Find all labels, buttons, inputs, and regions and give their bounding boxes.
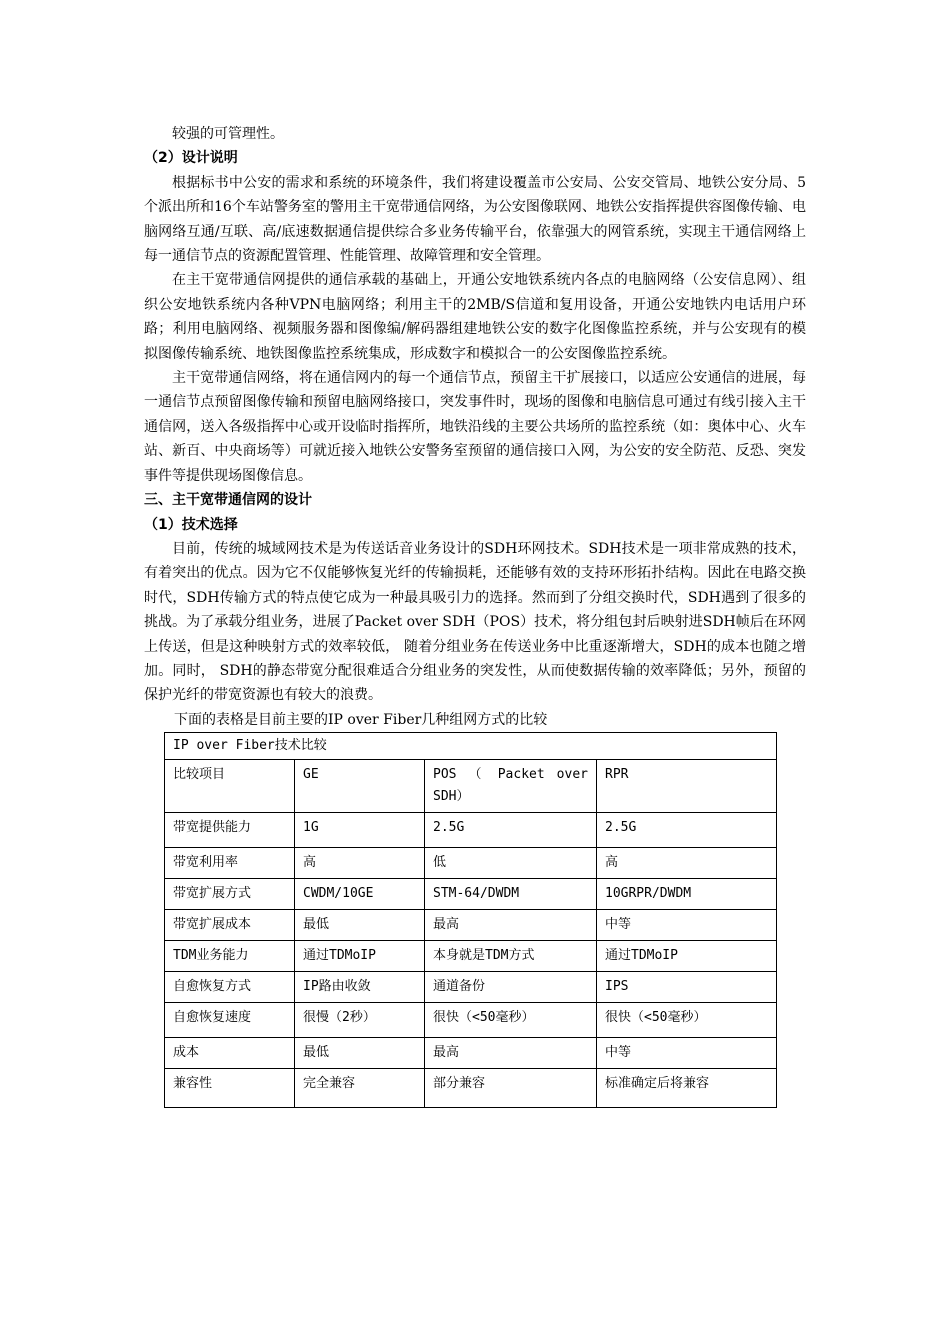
paragraph-4: 目前，传统的城域网技术是为传送话音业务设计的SDH环网技术。SDH技术是一项非常成熟的技术，有着突出的优点。因为它不仅能够恢复光纤的传输损耗，还能够有效的支持环形拓扑结构。因此在电路交换时代，SDH传输方式的特点使它成为一种最具吸引力的选择。然而到了分组交换时代，SDH遇到了很多的挑战。为了承载分组业务，进展了Packet over SDH（POS）技术，将分组包封后映射进SDH帧后在环网上传送，但是这种映射方式的效率较低， 随着分组业务在传送业务中比重逐渐增大，SDH的成本也随之增加。同时， SDH的静态带宽分配很难适合分组业务的突发性，从而使数据传输的效率降低；另外，预留的保护光纤的带宽资源也有较大的浪费。: [144, 540, 806, 704]
document-body: [144, 122, 806, 1108]
table-cell: 2.5G: [425, 812, 597, 847]
section-heading-backbone-design: 三、主干宽带通信网的设计: [144, 492, 312, 509]
table-row: [165, 847, 777, 878]
table-cell: 2.5G: [597, 812, 777, 847]
table-title: IP over Fiber技术比较: [165, 732, 777, 759]
paragraph-1: 根据标书中公安的需求和系统的环境条件，我们将建设覆盖市公安局、公安交管局、地铁公安分局、5个派出所和16个车站警务室的警用主干宽带通信网络，为公安图像联网、地铁公安指挥提供容图像传输、电脑网络互通/互联、高/底速数据通信提供综合多业务传输平台，依靠强大的网管系统，实现主干通信网络上每一通信节点的资源配置管理、性能管理、故障管理和安全管理。: [144, 174, 806, 265]
table-row: [165, 812, 777, 847]
table-row: [165, 1068, 777, 1107]
table-cell: 高: [295, 847, 425, 878]
table-title-row: [165, 732, 777, 759]
table-row: [165, 971, 777, 1002]
table-row: [165, 909, 777, 940]
table-cell: 1G: [295, 812, 425, 847]
table-cell: 通过TDMoIP: [295, 940, 425, 971]
table-row: [165, 1002, 777, 1037]
table-cell: 很慢（2秒）: [295, 1002, 425, 1037]
table-cell: 成本: [165, 1037, 295, 1068]
table-cell: 带宽扩展方式: [165, 878, 295, 909]
table-cell: 很快（<50毫秒）: [597, 1002, 777, 1037]
table-cell: 最低: [295, 1037, 425, 1068]
table-cell: 最低: [295, 909, 425, 940]
table-cell: 自愈恢复速度: [165, 1002, 295, 1037]
table-cell: 本身就是TDM方式: [425, 940, 597, 971]
table-cell: 通道备份: [425, 971, 597, 1002]
header-cell: RPR: [597, 759, 777, 812]
table-cell: 带宽利用率: [165, 847, 295, 878]
table-cell: IP路由收敛: [295, 971, 425, 1002]
paragraph-2: 在主干宽带通信网提供的通信承载的基础上，开通公安地铁系统内各点的电脑网络（公安信息网）、组织公安地铁系统内各种VPN电脑网络；利用主干的2MB/S信道和复用设备，开通公安地铁内电话用户环路；利用电脑网络、视频服务器和图像编/解码器组建地铁公安的数字化图像监控系统，并与公安现有的模拟图像传输系统、地铁图像监控系统集成，形成数字和模拟合一的公安图像监控系统。: [144, 272, 806, 362]
table-cell: 标准确定后将兼容: [597, 1068, 777, 1107]
table-cell: 很快（<50毫秒）: [425, 1002, 597, 1037]
table-cell: 高: [597, 847, 777, 878]
table-cell: 中等: [597, 909, 777, 940]
paragraph-0: 较强的可管理性。: [172, 126, 284, 142]
table-cell: TDM业务能力: [165, 940, 295, 971]
table-cell: 最高: [425, 909, 597, 940]
table-header-row: [165, 759, 777, 812]
table-cell: 自愈恢复方式: [165, 971, 295, 1002]
table-cell: STM-64/DWDM: [425, 878, 597, 909]
header-cell: 比较项目: [165, 759, 295, 812]
header-cell: GE: [295, 759, 425, 812]
table-cell: 最高: [425, 1037, 597, 1068]
table-cell: 带宽提供能力: [165, 812, 295, 847]
table-cell: 10GRPR/DWDM: [597, 878, 777, 909]
table-cell: IPS: [597, 971, 777, 1002]
table-cell: 兼容性: [165, 1068, 295, 1107]
table-cell: 完全兼容: [295, 1068, 425, 1107]
table-cell: 带宽扩展成本: [165, 909, 295, 940]
table-row: [165, 1037, 777, 1068]
table-caption: 下面的表格是目前主要的IP over Fiber几种组网方式的比较: [174, 711, 548, 728]
table-row: [165, 940, 777, 971]
table-cell: 低: [425, 847, 597, 878]
table-row: [165, 878, 777, 909]
table-cell: 中等: [597, 1037, 777, 1068]
subheading-design-notes: （2）设计说明: [144, 150, 238, 167]
paragraph-3: 主干宽带通信网络，将在通信网内的每一个通信节点，预留主干扩展接口，以适应公安通信的进展，每一通信节点预留图像传输和预留电脑网络接口，突发事件时，现场的图像和电脑信息可通过有线引接入主干通信网，送入各级指挥中心或开设临时指挥所，地铁沿线的主要公共场所的监控系统（如：奥体中心、火车站、新百、中央商场等）可就近接入地铁公安警务室预留的通信接口入网，为公安的安全防范、反恐、突发事件等提供现场图像信息。: [144, 370, 806, 484]
comparison-table: [164, 732, 777, 1108]
header-cell: POS （ Packet over SDH）: [425, 759, 597, 812]
table-cell: 部分兼容: [425, 1068, 597, 1107]
table-cell: CWDM/10GE: [295, 878, 425, 909]
subheading-tech-selection: （1）技术选择: [144, 516, 238, 533]
table-cell: 通过TDMoIP: [597, 940, 777, 971]
